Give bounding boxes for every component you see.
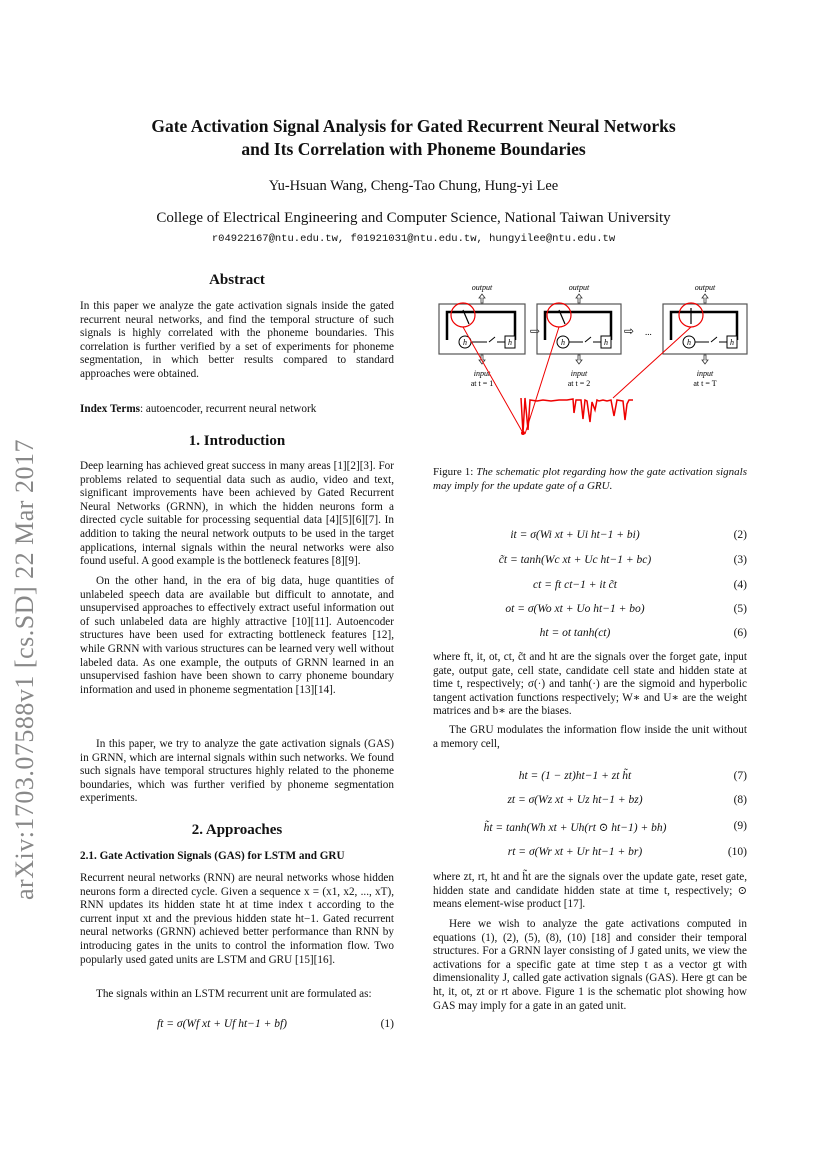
equation-1-number: (1) [380,1018,394,1030]
arxiv-watermark: arXiv:1703.07588v1 [cs.SD] 22 Mar 2017 [10,439,39,900]
intro-heading: 1. Introduction [188,433,286,449]
equation-10-formula: rt = σ(Wr xt + Ur ht−1 + br) [507,846,643,858]
signal-point [521,431,525,435]
input-label-1: input [473,369,491,378]
equation-2 [433,529,747,545]
gru-unit-tT [663,283,747,388]
figure-caption-text: The schematic plot regarding how the gate activation signals may imply for the update gate of a GRU. [433,466,747,492]
time-label-T: at t = T [693,379,717,388]
output-label-1: output [471,283,493,292]
right-paragraph-3: where zt, rt, ht and h̃t are the signals over the update gate, reset gate, hidden state and candidate hidden state at time t, respectively; ⊙ means element-wise product [17]. [433,871,747,911]
svg-text:h: h [730,338,734,347]
index-terms-text: : autoencoder, recurrent neural network [140,403,317,415]
equation-5-number: (5) [733,603,747,615]
index-terms [80,403,394,417]
gru-unit-t1 [439,283,525,388]
approaches-paragraph-1: Recurrent neural networks (RNN) are neural networks whose hidden neurons form a directed cycle. Given a sequence x = (x1, x2, ..., xT), RNN updates its hidden state ht at time index t according to the current input xt and the previous hidden state ht−1. Gated recurrent neural networks (GRNN) achieved better performance than RNN by introducing gates in the units to control the information flow. Two popularly used gated units are LSTM and GRU [15][16]. [80,872,394,966]
up-arrow-icon [576,355,582,364]
equation-4-number: (4) [733,579,747,591]
equation-6-number: (6) [733,627,747,639]
equation-3 [433,554,747,570]
intro-paragraph-3: In this paper, we try to analyze the gate activation signals (GAS) in GRNN, which are internal signals within such networks. We found such signals have temporal structures highly related to the phoneme boundaries, which was further verified by phoneme segmentation experiments. [80,738,394,805]
figure-caption [433,466,747,493]
gate-circle-2 [547,303,571,327]
svg-text:h: h [687,338,691,347]
input-label-2: input [570,369,588,378]
output-label-T: output [694,283,716,292]
equation-4 [433,579,747,595]
equation-5 [433,603,747,619]
intro-paragraph-1: Deep learning has achieved great success in many areas [1][2][3]. For problems related to sequential data such as audio, video and text, significant improvements have been achieved by Gated Recurrent Neural Networks (GRNN), in which the hidden neurons form a directed cycle suitable for processing sequential data [4][5][6][7]. In addition to taking the neural network outputs to be used in the target applications, internal signals within the neural networks were also found useful. A good example is the bottleneck features [8][9]. [80,460,394,568]
equation-2-formula: it = σ(Wi xt + Ui ht−1 + bi) [510,529,640,541]
affiliation: College of Electrical Engineering and Computer Science, National Taiwan University [156,210,671,226]
up-arrow-icon [702,355,708,364]
output-label-2: output [568,283,590,292]
arrow-right-icon: ⇨ [624,324,635,338]
equation-1-formula: ft = σ(Wf xt + Uf ht−1 + bf) [157,1018,287,1030]
equation-7 [433,770,747,786]
up-arrow-icon [576,294,582,303]
index-terms-label: Index Terms [80,403,140,415]
figure-caption-label: Figure 1: [433,466,474,478]
intro-paragraph-2: On the other hand, in the era of big data, huge quantities of unlabeled speech data are available but difficult to annotate, and unsupervised approaches to effectively extract useful information out of such unlabeled data are highly attractive [10][11]. Autoencoder structures have been used for extracting bottleneck features [12], while GRNN with various structures can be learned very well without labeled data. As one example, the outputs of GRNN learned in an unsupervised fashion have been shown to carry phoneme boundary information and used in phoneme segmentation [13][14]. [80,575,394,696]
equation-6 [433,627,747,643]
time-label-2: at t = 2 [567,379,591,388]
figure-1-diagram [433,280,749,450]
svg-text:h: h [604,338,608,347]
equation-6-formula: ht = ot tanh(ct) [539,627,611,639]
right-paragraph-2: The GRU modulates the information flow inside the unit without a memory cell, [433,724,747,750]
gru-unit-t2 [537,283,621,388]
gate-activation-signal [521,398,633,433]
up-arrow-icon [702,294,708,303]
up-arrow-icon [479,294,485,303]
equation-4-formula: ct = ft ct−1 + it c̃t [533,579,617,591]
abstract-heading: Abstract [209,272,265,288]
gate-circle-1 [451,303,475,327]
equation-10 [433,846,747,862]
title-line-2: and Its Correlation with Phoneme Boundaries [241,139,586,159]
equation-2-number: (2) [733,529,747,541]
equation-8-formula: zt = σ(Wz xt + Uz ht−1 + bz) [507,794,643,806]
svg-text:h: h [463,338,467,347]
title-line-1: Gate Activation Signal Analysis for Gated Recurrent Neural Networks [151,116,676,136]
equation-7-number: (7) [733,770,747,782]
equation-7-formula: ht = (1 − zt)ht−1 + zt h̃t [518,770,632,782]
right-paragraph-4: Here we wish to analyze the gate activations computed in equations (1), (2), (5), (8), (10) [18] and consider their temporal structures. For a GRNN layer consisting of J gated units, we view the activations for a specific gate at time step t as a vector gt with dimensionality J, called gate activation signals (GAS). Here gt can be ht, it, ot, zt or rt above. Figure 1 is the schematic plot showing how GAS may imply for a gate in an gated unit. [433,918,747,1012]
right-paragraph-1: where ft, it, ot, ct, c̃t and ht are the signals over the forget gate, input gate, output gate, cell state, candidate cell state and hidden state at time t, respectively; σ(·) and tanh(·) are the sigmoid and hyperbolic tangent activation functions respectively; W∗ and U∗ are the weight matrices and b∗ are the biases. [433,651,747,718]
equation-5-formula: ot = σ(Wo xt + Uo ht−1 + bo) [505,603,645,615]
subsection-heading: 2.1. Gate Activation Signals (GAS) for LSTM and GRU [80,850,345,862]
time-label-1: at t = 1 [470,379,494,388]
equation-3-formula: c̃t = tanh(Wc xt + Uc ht−1 + bc) [498,554,652,566]
equation-9-formula: h̃t = tanh(Wh xt + Uh(rt ⊙ ht−1) + bh) [483,822,667,834]
svg-text:h: h [561,338,565,347]
equation-9-number: (9) [733,820,747,832]
abstract-text: In this paper we analyze the gate activation signals inside the gated recurrent neural networks, and find the temporal structure of such signals is highly correlated with the phoneme boundaries. This correlation is further verified by a set of experiments for phoneme segmentation, in which better results compared to standard approaches were obtained. [80,300,394,380]
authors: Yu-Hsuan Wang, Cheng-Tao Chung, Hung-yi Lee [268,178,559,194]
approaches-paragraph-2: The signals within an LSTM recurrent unit are formulated as: [96,988,372,1000]
equation-8-number: (8) [733,794,747,806]
equation-10-number: (10) [727,846,747,858]
equation-8 [433,794,747,810]
equation-3-number: (3) [733,554,747,566]
emails: r04922167@ntu.edu.tw, f01921031@ntu.edu.tw, hungyilee@ntu.edu.tw [211,233,616,245]
paper-title [0,115,827,161]
equation-1 [80,1018,394,1034]
input-label-T: input [696,369,714,378]
equation-9 [433,820,747,836]
ellipsis: ... [645,327,652,337]
svg-text:h: h [508,338,512,347]
arrow-right-icon: ⇨ [530,324,541,338]
approaches-heading: 2. Approaches [191,822,283,838]
